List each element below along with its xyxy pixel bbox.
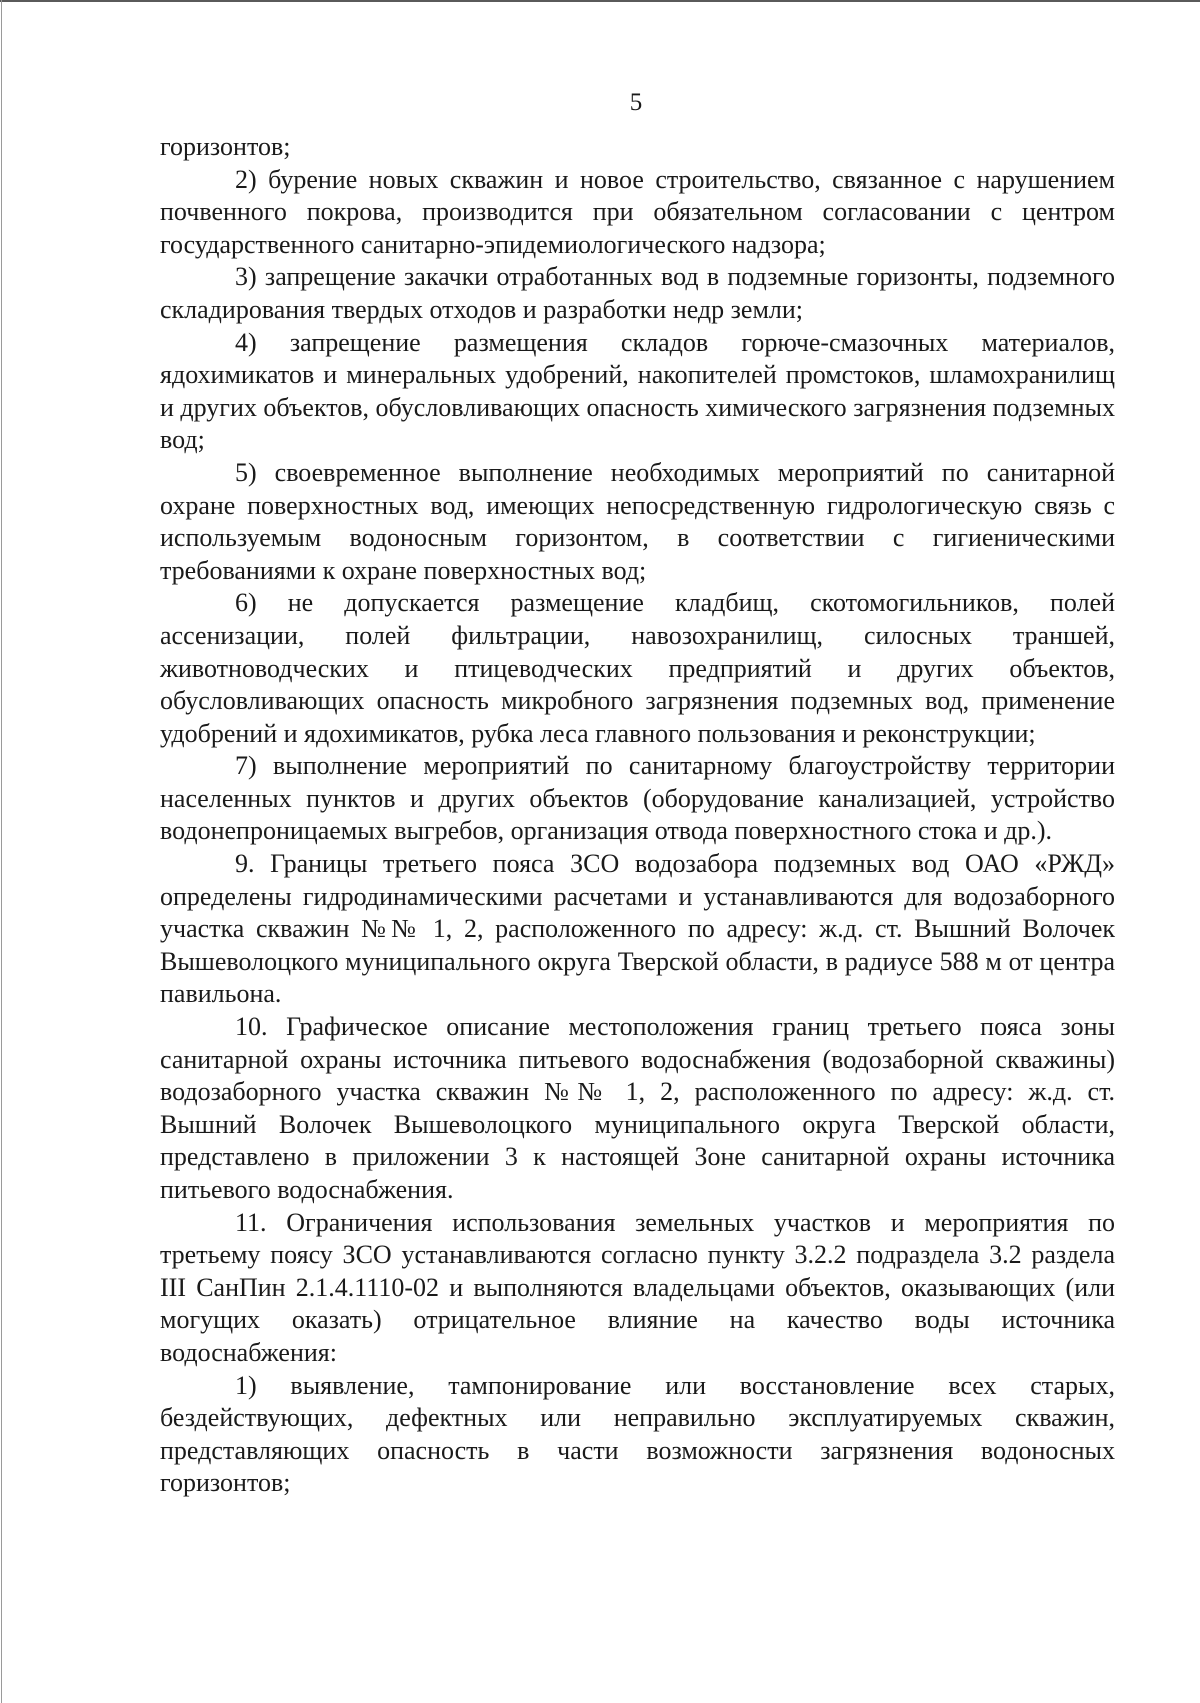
paragraph-item-6-prohibited-objects: 6) не допускается размещение кладбищ, скотомогильников, полей ассенизации, полей фильтрации, навозохранилищ, силосных траншей, животноводческих и птицеводческих предприятий и других объектов, обусловливающих опасность микробного загрязнения подземных вод, применение удобрений и ядохимикатов, рубка леса главного пользования и реконструкции;: [160, 588, 1115, 748]
paragraph-section-10-graphic-description: 10. Графическое описание местоположения границ третьего пояса зоны санитарной охраны источника питьевого водоснабжения (водозаборной скважины) водозаборного участка скважин №№ 1, 2, расположенного по адресу: ж.д. ст. Вышний Волочек Вышеволоцкого муниципального округа Тверской области, представлено в приложении 3 к настоящей Зоне санитарной охраны источника питьевого водоснабжения.: [160, 1012, 1115, 1204]
paragraph-item-1-wells: 1) выявление, тампонирование или восстановление всех старых, бездействующих, дефектных или неправильно эксплуатируемых скважин, представляющих опасность в части возможности загрязнения водоносных горизонтов;: [160, 1370, 1115, 1498]
scan-edge-top: [0, 0, 1200, 2]
paragraph-item-3-injection-ban: 3) запрещение закачки отработанных вод в подземные горизонты, подземного складирования твердых отходов и разработки недр земли;: [160, 262, 1115, 324]
document-body: [160, 131, 1115, 1500]
page-number: 5: [629, 89, 643, 116]
paragraph-item-4-storage-ban: 4) запрещение размещения складов горюче-смазочных материалов, ядохимикатов и минеральных удобрений, накопителей промстоков, шламохранилищ и других объектов, обусловливающих опасность химического загрязнения подземных вод;: [160, 327, 1115, 455]
paragraph-section-9-boundaries: 9. Границы третьего пояса ЗСО водозабора подземных вод ОАО «РЖД» определены гидродинамическими расчетами и устанавливаются для водозаборного участка скважин №№ 1, 2, расположенного по адресу: ж.д. ст. Вышний Волочек Вышеволоцкого муниципального округа Тверской области, в радиусе 588 м от центра павильона.: [160, 849, 1115, 1009]
paragraph-item-7-sanitation: 7) выполнение мероприятий по санитарному благоустройству территории населенных пунктов и других объектов (оборудование канализацией, устройство водонепроницаемых выгребов, организация отвода поверхностного стока и др.).: [160, 751, 1115, 846]
paragraph-item-5-surface-water: 5) своевременное выполнение необходимых мероприятий по санитарной охране поверхностных вод, имеющих непосредственную гидрологическую связь с используемым водоносным горизонтом, в соответствии с гигиеническими требованиями к охране поверхностных вод;: [160, 457, 1115, 585]
paragraph-item-2-drilling: 2) бурение новых скважин и новое строительство, связанное с нарушением почвенного покрова, производится при обязательном согласовании с центром государственного санитарно-эпидемиологического надзора;: [160, 164, 1115, 259]
scan-edge-left: [1, 0, 2, 1703]
paragraph-continuation: горизонтов;: [160, 132, 291, 161]
paragraph-section-11-restrictions: 11. Ограничения использования земельных участков и мероприятия по третьему поясу ЗСО устанавливаются согласно пункту 3.2.2 подраздела 3.2 раздела III СанПин 2.1.4.1110-02 и выполняются владельцами объектов, оказывающих (или могущих оказать) отрицательное влияние на качество воды источника водоснабжения:: [160, 1207, 1115, 1367]
